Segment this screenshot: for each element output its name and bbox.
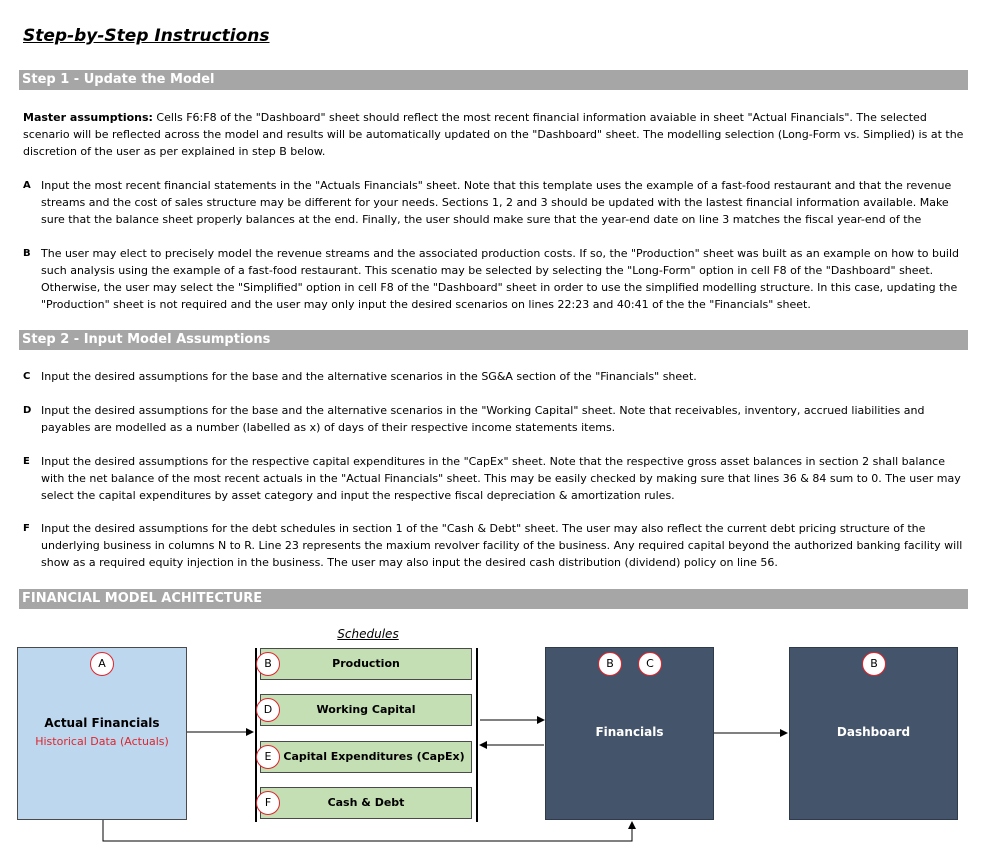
actual-financials-subtitle: Historical Data (Actuals): [35, 735, 169, 748]
item-letter: B: [23, 248, 31, 259]
step2-header: Step 2 - Input Model Assumptions: [19, 330, 968, 350]
item-text: Input the desired assumptions for the debt schedules in section 1 of the "Cash & Debt" sheet. The user may also reflect the current debt pricing structure of the underlying business in columns N to R. Line 23 represents the maxium revolver facility of the business. Any required capital beyond the authorized banking facility will show as a required equity injection in the business. The user may also input the desired cash distribution (dividend) policy on line 56.: [41, 522, 963, 569]
marker-circle-f: F: [256, 791, 280, 815]
financials-title: Financials: [595, 725, 664, 739]
schedule-production: Production: [260, 648, 472, 680]
master-assumptions-text: Cells F6:F8 of the "Dashboard" sheet should reflect the most recent financial information avaiable in sheet "Actual Financials". The selected scenario will be reflected across the model and results will be automatically updated on the "Dashboard" sheet. The modelling selection (Long-Form vs. Simplied) is at the discretion of the user as per explained in step B below.: [23, 111, 964, 158]
item-text: The user may elect to precisely model the revenue streams and the associated production costs. If so, the "Production" sheet was built as an example on how to build such analysis using the example of a fast-food restaurant. This scenatio may be selected by selecting the "Long-Form" option in cell F8 of the "Dashboard" sheet. Otherwise, the user may select the "Simplified" option in cell F8 of the "Dashboard" sheet in order to use the simplified modelling structure. In this case, updating the "Production" sheet is not required and the user may only input the desired scenarios on lines 22:23 and 40:41 of the the "Financials" sheet.: [41, 247, 960, 311]
architecture-header: FINANCIAL MODEL ACHITECTURE: [19, 589, 968, 609]
schedule-capex: Capital Expenditures (CapEx): [260, 741, 472, 773]
schedule-working-capital: Working Capital: [260, 694, 472, 726]
schedule-cash-debt: Cash & Debt: [260, 787, 472, 819]
schedules-label: Schedules: [337, 627, 399, 641]
marker-circle-e: E: [256, 745, 280, 769]
item-letter: E: [23, 456, 30, 467]
marker-circle-d: D: [256, 698, 280, 722]
marker-circle-b: B: [598, 652, 622, 676]
actual-financials-title: Actual Financials: [44, 716, 160, 730]
dashboard-title: Dashboard: [836, 725, 911, 739]
marker-circle-b: B: [256, 652, 280, 676]
item-letter: C: [23, 371, 31, 382]
item-text: Input the desired assumptions for the base and the alternative scenarios in the "Working Capital" sheet. Note that receivables, inventory, accrued liabilities and payables are modelled as a number (labelled as x) of days of their respective income statements items.: [41, 404, 925, 434]
item-letter: F: [23, 523, 30, 534]
item-letter: A: [23, 180, 31, 191]
master-assumptions-label: Master assumptions:: [23, 111, 153, 124]
marker-circle-a: A: [90, 652, 114, 676]
arrow-actuals-to-financials: [103, 820, 632, 841]
marker-circle-c: C: [638, 652, 662, 676]
item-text: Input the most recent financial statements in the "Actuals Financials" sheet. Note that this template uses the example of a fast-food restaurant and that the revenue streams and the cost of sales structure may be different for your needs. Sections 1, 2 and 3 should be updated with the lastest financial information available. Make sure that the balance sheet properly balances at the end. Finally, the user should make sure that the year-end date on line 3 matches the fiscal year-end of the: [41, 179, 952, 226]
page-title: Step-by-Step Instructions: [23, 26, 270, 46]
item-text: Input the desired assumptions for the respective capital expenditures in the "CapEx" sheet. Note that the respective gross asset balances in section 2 shall balance with the net balance of the most recent actuals in the "Actual Financials" sheet. This may be easily checked by making sure that lines 36 & 84 sum to 0. The user may select the capital expenditures by asset category and input the respective fiscal depreciation & amortization rules.: [41, 455, 961, 502]
step1-header: Step 1 - Update the Model: [19, 70, 968, 90]
marker-circle-b: B: [862, 652, 886, 676]
item-text: Input the desired assumptions for the base and the alternative scenarios in the SG&A section of the "Financials" sheet.: [41, 370, 697, 383]
item-letter: D: [23, 405, 32, 416]
